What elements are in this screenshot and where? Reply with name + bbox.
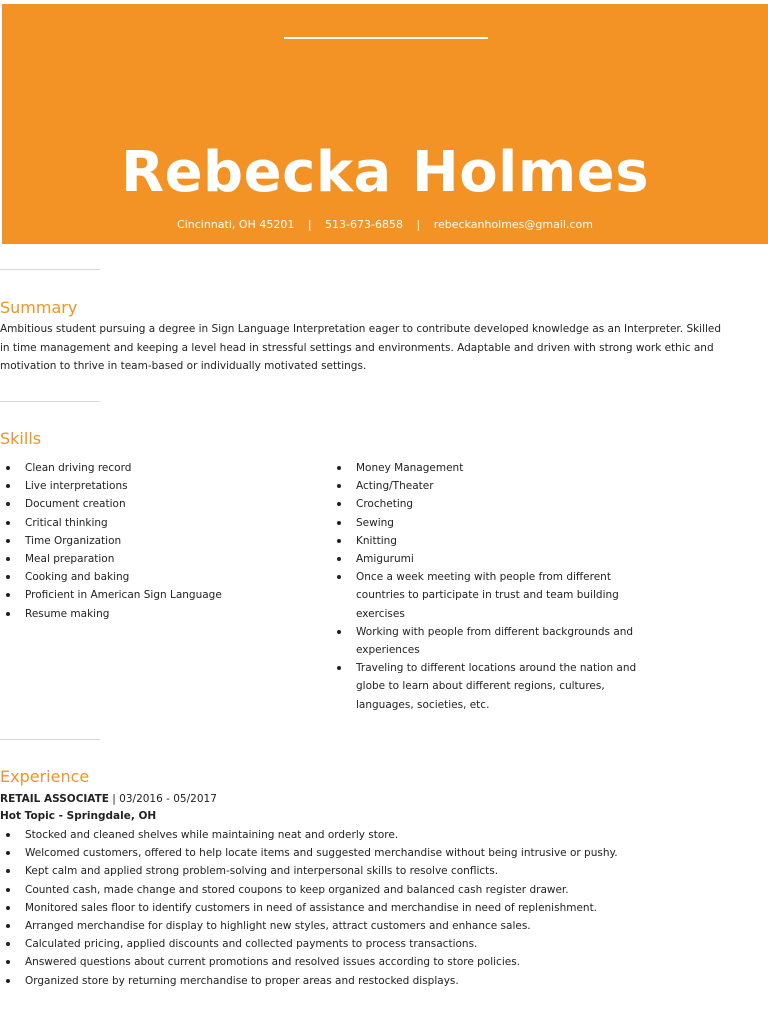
contact-location: Cincinnati, OH 45201	[177, 218, 295, 231]
job-dates: | 03/2016 - 05/2017	[108, 793, 217, 805]
section-divider	[0, 269, 100, 270]
contact-email: rebeckanholmes@gmail.com	[433, 218, 593, 231]
list-item: Meal preparation	[0, 550, 320, 568]
list-item: Live interpretations	[0, 477, 320, 495]
list-item: Money Management	[331, 459, 661, 477]
list-item: Proficient in American Sign Language	[0, 586, 320, 604]
skills-list-right	[331, 459, 661, 714]
list-item: Once a week meeting with people from different countries to participate in trust and team building exercises	[331, 568, 661, 623]
experience-bullets	[0, 826, 730, 990]
experience-heading: Experience	[0, 767, 90, 786]
list-item: Traveling to different locations around the nation and globe to learn about different regions, cultures, languages, societies, etc.	[331, 659, 661, 714]
list-item: Monitored sales floor to identify customers in need of assistance and merchandise in need of replenishment.	[0, 899, 730, 917]
section-divider	[0, 401, 100, 402]
summary-heading: Summary	[0, 298, 78, 317]
job-header	[0, 793, 217, 805]
list-item: Critical thinking	[0, 514, 320, 532]
list-item: Calculated pricing, applied discounts and collected payments to process transactions.	[0, 935, 730, 953]
list-item: Working with people from different backgrounds and experiences	[331, 623, 661, 659]
list-item: Document creation	[0, 495, 320, 513]
list-item: Amigurumi	[331, 550, 661, 568]
job-title: RETAIL ASSOCIATE	[0, 793, 109, 805]
contact-separator: |	[416, 218, 421, 231]
list-item: Welcomed customers, offered to help locate items and suggested merchandise without being intrusive or pushy.	[0, 844, 730, 862]
list-item: Clean driving record	[0, 459, 320, 477]
list-item: Sewing	[331, 514, 661, 532]
resume-header	[2, 4, 768, 244]
list-item: Kept calm and applied strong problem-solving and interpersonal skills to resolve conflicts.	[0, 862, 730, 880]
contact-phone: 513-673-6858	[325, 218, 403, 231]
list-item: Counted cash, made change and stored coupons to keep organized and balanced cash register drawer.	[0, 881, 730, 899]
list-item: Organized store by returning merchandise to proper areas and restocked displays.	[0, 972, 730, 990]
list-item: Crocheting	[331, 495, 661, 513]
list-item: Knitting	[331, 532, 661, 550]
list-item: Stocked and cleaned shelves while maintaining neat and orderly store.	[0, 826, 730, 844]
job-employer	[0, 810, 156, 822]
list-item: Cooking and baking	[0, 568, 320, 586]
contact-separator: |	[307, 218, 312, 231]
list-item: Answered questions about current promotions and resolved issues according to store policies.	[0, 953, 730, 971]
section-divider	[0, 739, 100, 740]
header-top-rule	[284, 37, 488, 39]
skills-list-left	[0, 459, 320, 623]
employer-name: Hot Topic - Springdale, OH	[0, 810, 157, 822]
summary-text: Ambitious student pursuing a degree in Sign Language Interpretation eager to contribute developed knowledge as an Interpreter. Skilled in time management and keeping a level head in stressful settings and environments. Adaptable and driven with strong work ethic and motivation to thrive in team-based or individually motivated settings.	[0, 323, 722, 372]
list-item: Resume making	[0, 605, 320, 623]
list-item: Acting/Theater	[331, 477, 661, 495]
skills-heading: Skills	[0, 429, 42, 448]
list-item: Arranged merchandise for display to highlight new styles, attract customers and enhance sales.	[0, 917, 730, 935]
candidate-name: Rebecka Holmes	[120, 140, 650, 205]
list-item: Time Organization	[0, 532, 320, 550]
contact-line	[2, 218, 768, 231]
